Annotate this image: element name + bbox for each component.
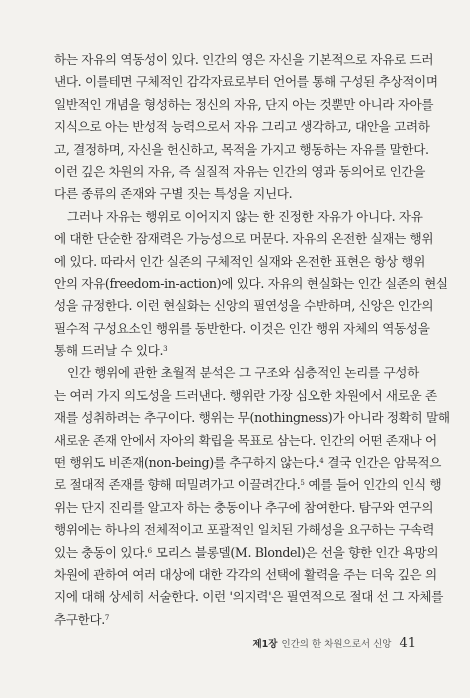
text-line: 성을 규정한다. 이런 현실화는 신앙의 필연성을 수반하며, 신앙은 인간의 bbox=[54, 298, 434, 314]
text-line: 지에 대해 상세히 서술한다. 이런 '의지력'은 필연적으로 절대 선 그 자체를 bbox=[54, 589, 444, 605]
text-line: 그러나 자유는 행위로 이어지지 않는 한 진정한 자유가 아니다. 자유 bbox=[67, 208, 423, 224]
text-line-content: 모리스 블롱델(M. Blondel)은 선을 향한 인간 욕망의 bbox=[152, 544, 439, 560]
text-line: 위는 단지 진리를 알고자 하는 충동이나 추구에 참여한다. 탐구와 연구의 bbox=[54, 499, 434, 515]
paragraph-3 bbox=[54, 362, 450, 631]
text-line: 새로운 존재 안에서 자아의 확립을 목표로 삼는다. 인간의 어떤 존재나 어 bbox=[54, 432, 437, 448]
text-line bbox=[54, 542, 439, 564]
text-line: 에 대한 단순한 잠재력은 가능성으로 머문다. 자유의 온전한 실재는 행위 bbox=[54, 231, 434, 247]
chapter-title: 인간의 한 차원으로서 신앙 bbox=[281, 639, 392, 650]
text-line-content: 통해 드러날 수 있다. bbox=[54, 343, 164, 359]
text-line-content: 결국 인간은 암묵적으 bbox=[323, 455, 442, 471]
text-line: 다른 종류의 존재와 구별 짓는 특성을 지닌다. bbox=[54, 186, 293, 202]
text-line: 지식으로 아는 반성적 능력으로서 자유 그리고 생각하고, 대안을 고려하 bbox=[54, 119, 430, 135]
text-line bbox=[54, 609, 416, 631]
text-line: 고, 결정하며, 자신을 헌신하고, 목적을 가지고 행동하는 자유를 말한다. bbox=[54, 141, 429, 157]
endnote-marker: 7 bbox=[104, 613, 110, 622]
text-line-content: 있는 충동이 있다. bbox=[54, 544, 148, 560]
text-line: 재를 성취하려는 추구이다. 행위는 무(nothingness)가 아니라 정확히 말해 bbox=[54, 410, 450, 426]
endnote-marker: 4 bbox=[319, 457, 324, 466]
chapter-label: 제1장 bbox=[252, 639, 278, 650]
page-body bbox=[54, 49, 450, 631]
text-line: 안의 자유(freedom-in-action)에 있다. 자유의 현실화는 인간 실존의 현실 bbox=[54, 275, 448, 291]
endnote-marker: 3 bbox=[163, 345, 168, 354]
endnote-marker: 6 bbox=[147, 546, 153, 555]
text-line bbox=[54, 474, 442, 496]
paragraph-1 bbox=[54, 49, 438, 206]
text-line: 하는 자유의 역동성이 있다. 인간의 영은 자신을 기본적으로 자유로 드러 bbox=[54, 52, 434, 67]
text-line: 차원에 관하여 여러 대상에 대한 각각의 선택에 활력을 주는 더욱 깊은 의 bbox=[54, 566, 437, 582]
text-line-content: 예를 들어 인간의 인식 행 bbox=[304, 477, 442, 493]
text-line: 에 있다. 따라서 인간 실존의 구체적인 실재와 온전한 표현은 항상 행위 bbox=[54, 253, 426, 269]
text-line-content: 추구한다. bbox=[54, 611, 105, 627]
text-line: 필수적 구성요소인 행위를 동반한다. 이것은 인간 행위 자체의 역동성을 bbox=[54, 320, 430, 336]
text-line: 이런 깊은 차원의 자유, 즉 실질적 자유는 인간의 영과 동의어로 인간을 bbox=[54, 163, 426, 179]
text-line-content: 로 절대적 존재를 향해 떠밀려가고 이끌려간다. bbox=[54, 477, 301, 493]
text-line: 인간 행위에 관한 초월적 분석은 그 구조와 심층적인 논리를 구성하 bbox=[67, 365, 419, 381]
text-line bbox=[54, 340, 416, 362]
text-line: 낸다. 이를테면 구체적인 감각자료로부터 언어를 통해 구성된 추상적이며 bbox=[54, 74, 438, 90]
text-line bbox=[54, 452, 442, 474]
text-line: 일반적인 개념을 형성하는 정신의 자유, 단지 아는 것뿐만 아니라 자아를 bbox=[54, 96, 434, 112]
page-number: 41 bbox=[399, 636, 416, 651]
endnote-marker: 5 bbox=[300, 479, 305, 488]
text-line-content: 떤 행위도 비존재(non-being)를 추구하지 않는다. bbox=[54, 455, 320, 471]
paragraph-2 bbox=[54, 206, 448, 363]
page-footer bbox=[0, 636, 416, 651]
text-line: 는 여러 가지 의도성을 드러낸다. 행위란 가장 심오한 차원에서 새로운 존 bbox=[54, 387, 437, 403]
text-line: 행위에는 하나의 전체적이고 포괄적인 일치된 가해성을 요구하는 구속력 bbox=[54, 522, 435, 538]
